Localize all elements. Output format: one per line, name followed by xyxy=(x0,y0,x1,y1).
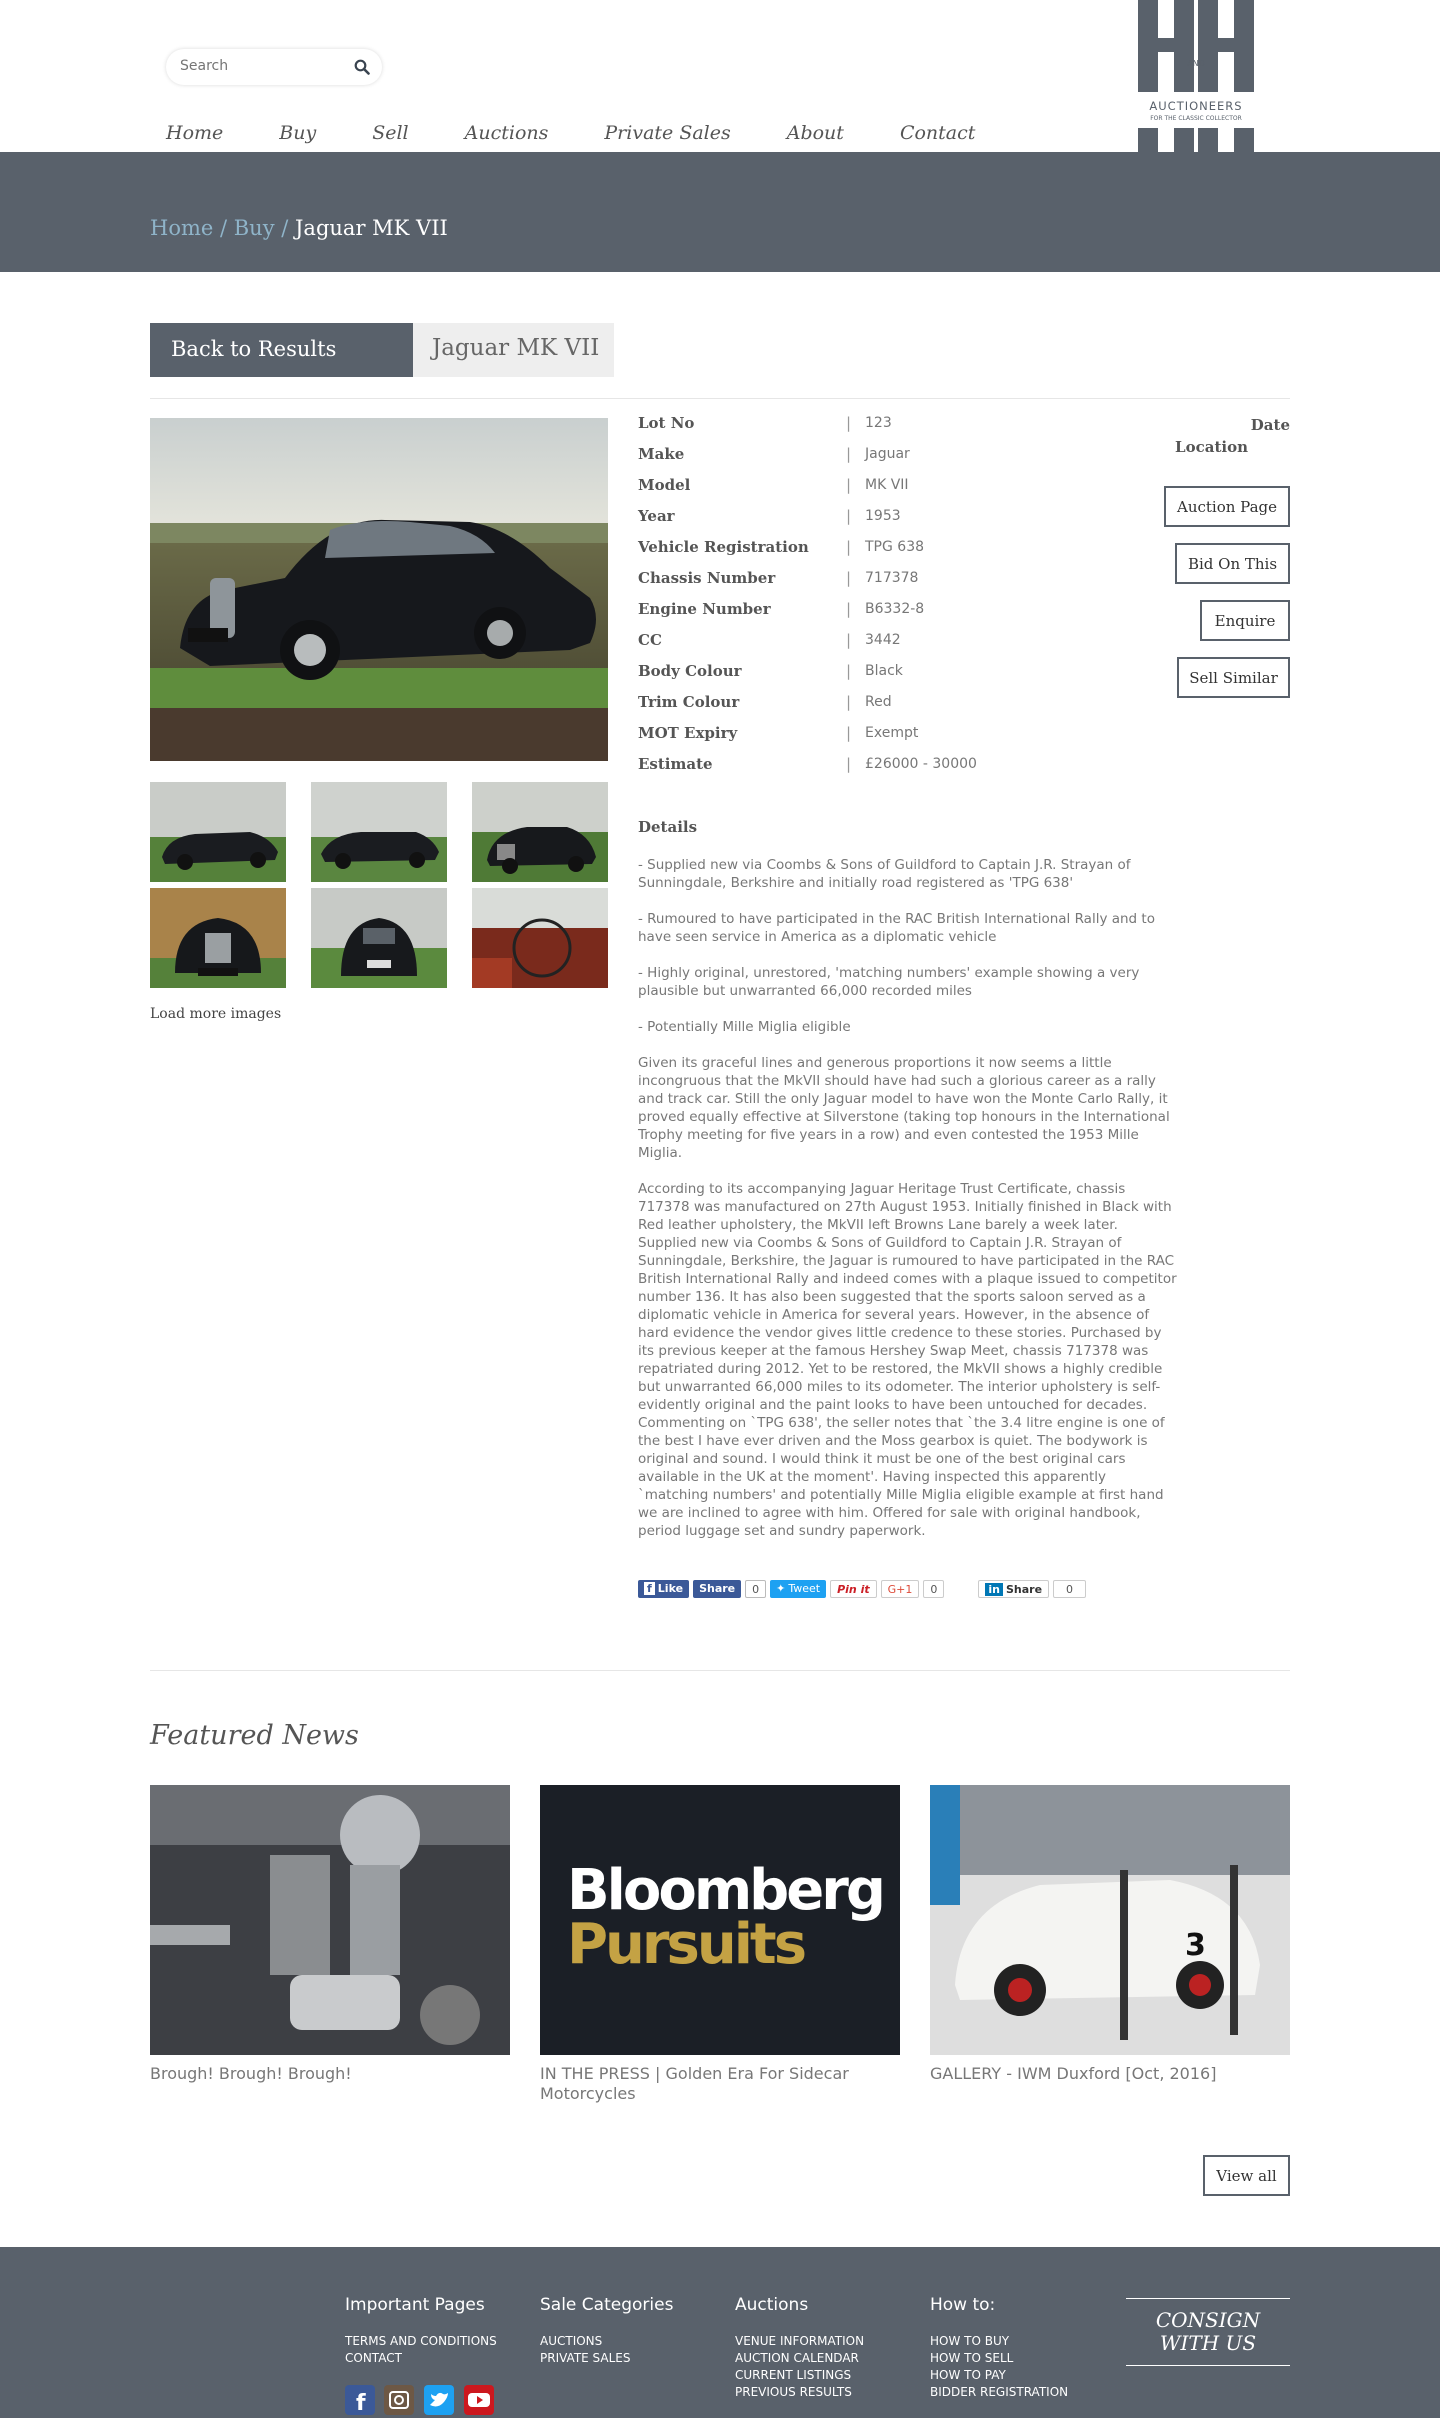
spec-label: CC xyxy=(638,631,662,649)
consign-line-2: WITH US xyxy=(1159,2331,1257,2355)
view-all-button[interactable]: View all xyxy=(1203,2155,1290,2196)
details-paragraph: According to its accompanying Jaguar Heritage Trust Certificate, chassis 717378 was manufactured on 27th August 1953. Initially finished in Black with Red leather upholstery, the MkVII left Browns Lane barely a week later. Supplied new via Coombs & Sons of Guildford to Captain J.R. Strayan of Sunningdale, Berkshire, the Jaguar is rumoured to have participated in the RAC British International Rally and indeed comes with a plaque issued to competitor number 136. It has also been suggested that the sports saloon served as a diplomatic vehicle in America for several years. However, in the absence of hard evidence the vendor gives little credence to these stories. Purchased by its previous keeper at the famous Hershey Swap Meet, chassis 717378 was repatriated during 2012. Yet to be restored, the MkVII shows a highly credible but unwarranted 66,000 miles to its odometer. The interior upholstery is self-evidently original and the paint looks to have been untouched for decades. Commenting on `TPG 638', the seller notes that `the 3.4 litre engine is one of the best I have ever driven and the Moss gearbox is quiet. The bodywork is original and sound. I would think it must be one of the best original cars available in the UK at the moment'. Having inspected this apparently `matching numbers' and potentially Mille Miglia eligible example at first hand we are inclined to agree with him. Offered for sale with original handbook, period luggage set and sundry paperwork. xyxy=(638,1181,1177,1539)
footer-link-how-to-sell[interactable]: HOW TO SELL xyxy=(930,2351,1014,2365)
spec-row xyxy=(638,414,998,445)
nav-contact[interactable]: Contact xyxy=(899,122,976,144)
divider xyxy=(150,1670,1290,1671)
twitter-icon: ✦ xyxy=(776,1582,786,1595)
details-paragraph: - Rumoured to have participated in the RAC British International Rally and to have seen service in America as a diplomatic vehicle xyxy=(638,911,1155,945)
facebook-share-count: 0 xyxy=(745,1580,766,1598)
auction-date-location xyxy=(1140,414,1290,458)
breadcrumb-buy[interactable]: Buy xyxy=(233,216,275,240)
google-plus-count: 0 xyxy=(923,1580,944,1598)
spec-value: TPG 638 xyxy=(865,539,925,555)
nav-private-sales[interactable]: Private Sales xyxy=(604,122,731,144)
details-text xyxy=(638,856,1178,1558)
spec-label: Year xyxy=(638,507,675,525)
breadcrumb-separator: / xyxy=(274,216,296,240)
spec-row xyxy=(638,724,998,755)
thumbnail-2[interactable] xyxy=(311,782,447,882)
footer-links-sale-categories xyxy=(540,2333,631,2367)
svg-text:3: 3 xyxy=(1185,1928,1206,1963)
facebook-like-button[interactable] xyxy=(638,1580,689,1598)
footer-heading-important-pages: Important Pages xyxy=(345,2295,485,2315)
spec-label: Body Colour xyxy=(638,662,742,680)
thumbnail-1[interactable] xyxy=(150,782,286,882)
spec-row xyxy=(638,600,998,631)
spec-row xyxy=(638,755,998,786)
linkedin-share-label: Share xyxy=(1005,1583,1043,1596)
spec-value: £26000 - 30000 xyxy=(865,756,977,772)
news-caption-1[interactable]: Brough! Brough! Brough! xyxy=(150,2064,352,2083)
facebook-like-label: Like xyxy=(657,1582,684,1595)
tweet-button[interactable] xyxy=(770,1580,826,1598)
footer-heading-how-to: How to: xyxy=(930,2295,996,2315)
spec-separator: | xyxy=(846,414,852,432)
spec-row xyxy=(638,445,998,476)
thumbnail-4[interactable] xyxy=(150,888,286,988)
logo-name: AUCTIONEERS xyxy=(1149,99,1243,113)
spec-separator: | xyxy=(846,445,852,463)
spec-value: Black xyxy=(865,663,903,679)
footer-links-auctions xyxy=(735,2333,864,2401)
footer-heading-sale-categories: Sale Categories xyxy=(540,2295,674,2315)
consign-line-1: CONSIGN xyxy=(1155,2308,1261,2332)
spec-value: 123 xyxy=(865,415,892,431)
nav-home[interactable]: Home xyxy=(166,122,224,144)
footer-link-previous-results[interactable]: PREVIOUS RESULTS xyxy=(735,2385,852,2399)
linkedin-icon: in xyxy=(985,1583,1003,1596)
breadcrumb xyxy=(150,216,448,240)
thumbnail-6[interactable] xyxy=(472,888,608,988)
nav-about[interactable]: About xyxy=(786,122,844,144)
pinterest-button[interactable]: Pin it xyxy=(830,1580,877,1598)
twitter-icon[interactable] xyxy=(424,2385,454,2415)
bid-on-this-button[interactable]: Bid On This xyxy=(1175,543,1290,584)
facebook-icon[interactable] xyxy=(345,2385,375,2415)
bloomberg-wordmark: Bloomberg xyxy=(567,1858,883,1923)
footer-heading-auctions: Auctions xyxy=(735,2295,809,2315)
spec-separator: | xyxy=(846,538,852,556)
breadcrumb-current: Jaguar MK VII xyxy=(295,216,448,240)
footer-links-how-to xyxy=(930,2333,1068,2401)
footer-link-venue-information[interactable]: VENUE INFORMATION xyxy=(735,2334,865,2348)
main-nav xyxy=(166,122,1031,144)
spec-label: Chassis Number xyxy=(638,569,776,587)
main-car-photo[interactable] xyxy=(150,418,608,761)
pursuits-wordmark: Pursuits xyxy=(567,1912,805,1977)
search-icon[interactable] xyxy=(354,59,370,75)
breadcrumb-separator: / xyxy=(213,216,234,240)
site-logo[interactable] xyxy=(1136,0,1256,152)
divider xyxy=(150,398,1290,399)
vehicle-title-tab: Jaguar MK VII xyxy=(413,323,614,377)
footer-link-bidder-registration[interactable]: BIDDER REGISTRATION xyxy=(930,2385,1069,2399)
auction-page-button[interactable]: Auction Page xyxy=(1164,486,1290,527)
youtube-icon[interactable] xyxy=(464,2385,494,2415)
spec-separator: | xyxy=(846,693,852,711)
thumbnail-5[interactable] xyxy=(311,888,447,988)
sell-similar-button[interactable]: Sell Similar xyxy=(1177,657,1290,698)
spec-row xyxy=(638,693,998,724)
footer-link-terms[interactable]: TERMS AND CONDITIONS xyxy=(345,2334,497,2348)
footer-link-how-to-pay[interactable]: HOW TO PAY xyxy=(930,2368,1006,2382)
featured-news-heading: Featured News xyxy=(150,1720,359,1751)
spec-value: 717378 xyxy=(865,570,919,586)
spec-row xyxy=(638,569,998,600)
details-heading: Details xyxy=(638,818,698,836)
facebook-icon: f xyxy=(644,1582,655,1595)
footer-link-current-listings[interactable]: CURRENT LISTINGS xyxy=(735,2368,852,2382)
footer-link-auction-calendar[interactable]: AUCTION CALENDAR xyxy=(735,2351,859,2365)
spec-separator: | xyxy=(846,631,852,649)
nav-sell[interactable]: Sell xyxy=(372,122,409,144)
spec-value: 1953 xyxy=(865,508,901,524)
spec-separator: | xyxy=(846,600,852,618)
spec-row xyxy=(638,631,998,662)
enquire-button[interactable]: Enquire xyxy=(1200,600,1290,641)
spec-label: Model xyxy=(638,476,691,494)
spec-separator: | xyxy=(846,662,852,680)
page-banner xyxy=(0,152,1440,272)
linkedin-share-button[interactable] xyxy=(978,1580,1049,1598)
footer-links-important-pages xyxy=(345,2333,497,2367)
linkedin-share-count: 0 xyxy=(1053,1580,1086,1598)
details-paragraph: Given its graceful lines and generous proportions it now seems a little incongruous that the MkVII should have had such a glorious career as a rally and track car. Still the only Jaguar model to have won the Monte Carlo Rally, it proved equally effective at Silverstone (taking top honours in the International Trophy meeting for five years in a row) and even contested the 1953 Mille Miglia. xyxy=(638,1055,1170,1161)
footer-link-private-sales[interactable]: PRIVATE SALES xyxy=(540,2351,631,2365)
search-input[interactable] xyxy=(180,58,340,74)
instagram-icon[interactable] xyxy=(384,2385,414,2415)
spec-label: Lot No xyxy=(638,414,695,432)
spec-value: MK VII xyxy=(865,477,909,493)
spec-label: MOT Expiry xyxy=(638,724,738,742)
breadcrumb-home[interactable]: Home xyxy=(150,216,214,240)
nav-buy[interactable]: Buy xyxy=(279,122,317,144)
svg-text:f: f xyxy=(356,2391,366,2415)
spec-value: Jaguar xyxy=(865,446,910,462)
share-bar xyxy=(638,1579,1090,1599)
footer-link-auctions[interactable]: AUCTIONS xyxy=(540,2334,603,2348)
tweet-label: Tweet xyxy=(788,1582,821,1595)
spec-value: 3442 xyxy=(865,632,901,648)
spec-label: Engine Number xyxy=(638,600,771,618)
spec-separator: | xyxy=(846,755,852,773)
spec-separator: | xyxy=(846,724,852,742)
google-plus-button[interactable]: G+1 xyxy=(881,1580,920,1598)
consign-with-us-button[interactable] xyxy=(1126,2298,1290,2366)
spec-value: Red xyxy=(865,694,892,710)
facebook-share-button[interactable]: Share xyxy=(693,1580,741,1598)
spec-separator: | xyxy=(846,507,852,525)
date-label: Date xyxy=(1250,416,1290,434)
spec-label: Vehicle Registration xyxy=(638,538,809,556)
nav-auctions[interactable]: Auctions xyxy=(464,122,549,144)
footer-link-how-to-buy[interactable]: HOW TO BUY xyxy=(930,2334,1010,2348)
news-image-motorcycle-engine[interactable] xyxy=(150,1785,510,2055)
details-paragraph: - Potentially Mille Miglia eligible xyxy=(638,1019,851,1035)
spec-row xyxy=(638,476,998,507)
news-caption-3[interactable]: GALLERY - IWM Duxford [Oct, 2016] xyxy=(930,2064,1217,2083)
news-caption-2[interactable]: IN THE PRESS | Golden Era For Sidecar Motorcycles xyxy=(540,2064,849,2103)
spec-row xyxy=(638,662,998,693)
thumbnail-3[interactable] xyxy=(472,782,608,882)
details-paragraph: - Highly original, unrestored, 'matching numbers' example showing a very plausible but unwarranted 66,000 recorded miles xyxy=(638,965,1140,999)
logo-and: AND xyxy=(1187,59,1205,68)
news-image-duxford-porsche[interactable] xyxy=(930,1785,1290,2055)
spec-value: Exempt xyxy=(865,725,919,741)
footer-link-contact[interactable]: CONTACT xyxy=(345,2351,402,2365)
spec-separator: | xyxy=(846,569,852,587)
spec-row xyxy=(638,538,998,569)
search-box[interactable] xyxy=(166,49,382,85)
spec-label: Estimate xyxy=(638,755,713,773)
logo-tagline: FOR THE CLASSIC COLLECTOR xyxy=(1150,115,1242,122)
spec-separator: | xyxy=(846,476,852,494)
back-to-results-button[interactable]: Back to Results xyxy=(150,323,413,377)
load-more-images-link[interactable]: Load more images xyxy=(150,1006,282,1022)
news-image-bloomberg-pursuits[interactable] xyxy=(540,1785,900,2055)
location-label: Location xyxy=(1175,438,1248,456)
details-paragraph: - Supplied new via Coombs & Sons of Guildford to Captain J.R. Strayan of Sunningdale, Berkshire and initially road registered as 'TPG 638' xyxy=(638,857,1131,891)
spec-value: B6332-8 xyxy=(865,601,925,617)
spec-label: Trim Colour xyxy=(638,693,740,711)
spec-label: Make xyxy=(638,445,685,463)
spec-row xyxy=(638,507,998,538)
